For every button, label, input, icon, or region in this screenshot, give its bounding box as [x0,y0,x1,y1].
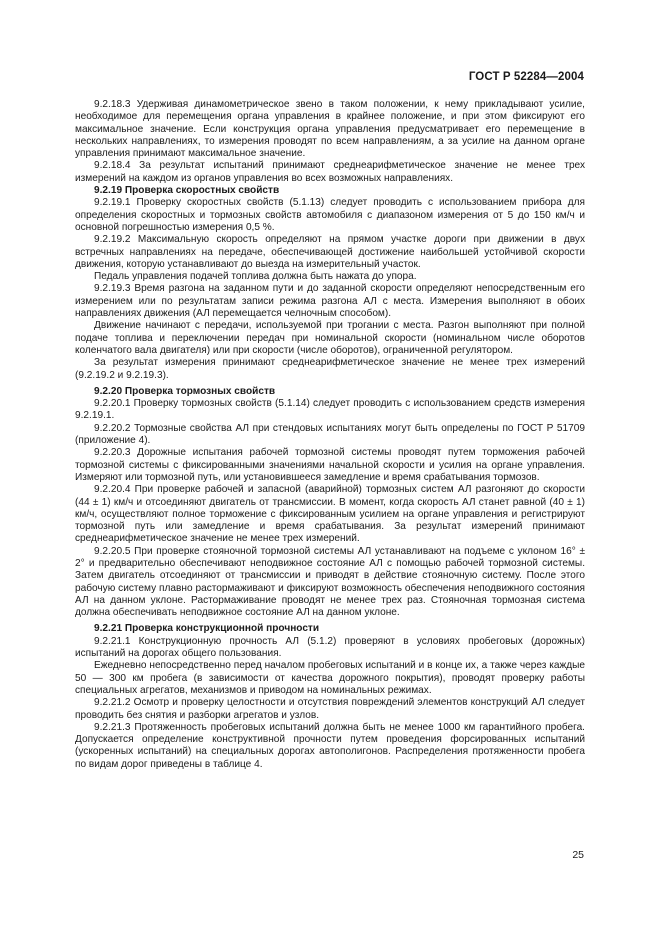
paragraph: 9.2.19.1 Проверку скоростных свойств (5.1.13) следует проводить с использованием прибора для определения скоростных и тормозных свойств автомобиля с диапазоном измерения от 5 до 150 км/ч и основной погрешностью измерения 0,5 %. [75,197,585,233]
paragraph: 9.2.20.5 При проверке стояночной тормозной системы АЛ устанавливают на подъеме с уклоном 16° ± 2° и предварительно обеспечивают неподвижное состояние АЛ с помощью рабочей тормозной системы. Затем двигатель отсоединяют от трансмиссии и приводят в действие стояночную систему. После этого рабочую систему плавно растормаживают и фиксируют возможность обеспечения неподвижного состояния АЛ на данном уклоне. Растормаживание проводят не менее трех раз. Стояночная тормозная система должна обеспечивать неподвижное состояние АЛ на данном уклоне. [75,545,585,619]
paragraph: 9.2.21.2 Осмотр и проверку целостности и отсутствия повреждений элементов конструкций АЛ следует проводить без снятия и разборки агрегатов и узлов. [75,697,585,721]
paragraph: 9.2.20.1 Проверку тормозных свойств (5.1.14) следует проводить с использованием средств измерения 9.2.19.1. [75,398,585,422]
paragraph: 9.2.19.3 Время разгона на заданном пути и до заданной скорости определяют непосредственным его измерением или по результатам записи режима разгона АЛ с места. Измерения выполняют в обоих направлениях движения (АЛ перемещается челночным способом). [75,283,585,320]
document-body [75,99,585,771]
page-number: 25 [572,849,584,861]
paragraph: 9.2.18.4 За результат испытаний принимают среднеарифметическое значение не менее трех измерений на каждом из органов управления во всех возможных направлениях. [75,160,585,184]
paragraph: 9.2.20.4 При проверке рабочей и запасной (аварийной) тормозных систем АЛ разгоняют до скорости (44 ± 1) км/ч и отсоединяют двигатель от трансмиссии. В момент, когда скорость АЛ станет равной (40 ± 1) км/ч, осуществляют полное торможение с фиксированным усилием на органе управления и регистрируют тормозной путь или замедление и время срабатывания. За результат измерений принимают среднеарифметическое значение не менее трех измерений. [75,484,585,545]
paragraph: 9.2.21.1 Конструкционную прочность АЛ (5.1.2) проверяют в условиях пробеговых (дорожных) испытаний на дорогах общего пользования. [75,635,585,660]
paragraph: 9.2.19.2 Максимальную скорость определяют на прямом участке дороги при движении в двух встречных направлениях на передаче, обеспечивающей достижение наибольшей устойчивой скорости движения, которую устанавливают до выезда на измерительный участок. [75,234,585,270]
paragraph: 9.2.20.3 Дорожные испытания рабочей тормозной системы проводят путем торможения рабочей тормозной системы с фиксированными значениями начальной скорости и усилия на органе управления. Измеряют или тормозной путь, или установившееся замедление и время срабатывания тормозов. [75,447,585,483]
section-heading: 9.2.19 Проверка скоростных свойств [94,185,280,197]
paragraph: 9.2.21.3 Протяженность пробеговых испытаний должна быть не менее 1000 км гарантийного пробега. Допускается определение конструктивной прочности путем проведения форсированных испытаний (ускоренных испытаний) на специальных дорогах автополигонов. Распределения протяженности пробега по видам дорог приведены в таблице 4. [75,721,585,770]
document-id-header: ГОСТ Р 52284—2004 [468,71,584,83]
paragraph: Движение начинают с передачи, используемой при трогании с места. Разгон выполняют при полной подаче топлива и переключении передач при номинальной скорости (номинальном числе оборотов коленчатого вала двигателя) или при скорости (числе оборотов), ограниченной регулятором. [75,320,585,356]
paragraph: Ежедневно непосредственно перед началом пробеговых испытаний и в конце их, а также через каждые 50 — 300 км пробега (в зависимости от качества дорожного покрытия), проводят проверку работы специальных агрегатов, механизмов и приводом на номинальных режимах. [75,660,585,696]
section-heading: 9.2.20 Проверка тормозных свойств [94,385,276,397]
paragraph: 9.2.18.3 Удерживая динамометрическое звено в таком положении, к нему прикладывают усилие, необходимое для перемещения органа управления в крайнее положение, и при этом фиксируют его максимальное значение. Если конструкция органа управления предусматривает его перемещение в нескольких направлениях, то измерения проводят по всем направлениям, а за усилие на данном органе управления принимают максимальное значение. [75,99,585,160]
paragraph: 9.2.20.2 Тормозные свойства АЛ при стендовых испытаниях могут быть определены по ГОСТ Р 51709 (приложение 4). [75,422,585,447]
paragraph: Педаль управления подачей топлива должна быть нажата до упора. [94,271,417,283]
paragraph: За результат измерения принимают среднеарифметическое значение не менее трех измерений (9.2.19.2 и 9.2.19.3). [75,357,585,381]
section-heading: 9.2.21 Проверка конструкционной прочности [94,623,320,635]
